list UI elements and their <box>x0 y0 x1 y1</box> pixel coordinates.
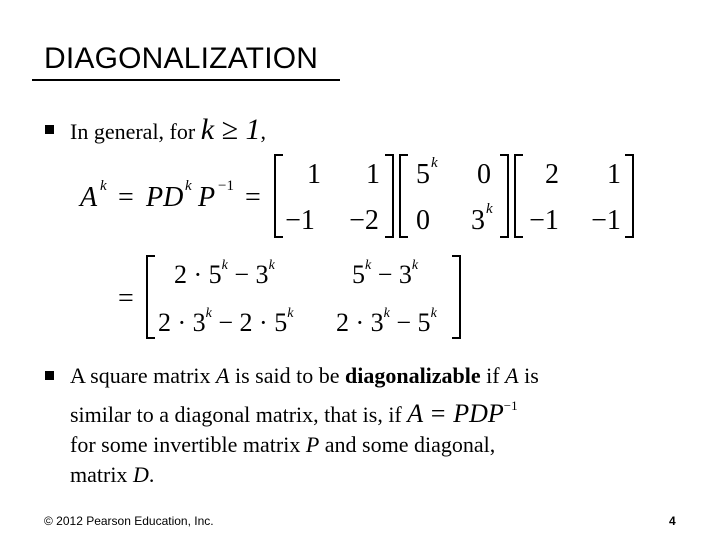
eq1-eq2: = <box>245 182 261 213</box>
matrix-p-r2c1: −1 <box>285 205 315 236</box>
variable-p: P <box>305 432 320 457</box>
eq1-lhs-exp: k <box>100 178 107 194</box>
result-r2c2: $2 \cdot 3^k - 5^k$ <box>336 306 437 337</box>
bullet2-line1 <box>70 361 690 391</box>
matrix-p-right-bracket <box>385 155 393 237</box>
copyright-footer: © 2012 Pearson Education, Inc. <box>44 514 214 528</box>
inline-equation: A = PDP <box>407 399 504 428</box>
page-number: 4 <box>669 514 676 528</box>
eq1-lhs: A <box>80 182 98 213</box>
bullet2-line3 <box>70 430 690 460</box>
matrix-d-r2c2-exp: k <box>486 201 493 217</box>
matrix-pinv-left-bracket <box>515 155 523 237</box>
inline-equation-exp: −1 <box>503 398 518 413</box>
matrix-pinv-r1c2: 1 <box>607 159 621 190</box>
eq1-eq: = <box>118 182 134 213</box>
matrix-d-r2c1: 0 <box>416 205 430 236</box>
matrix-d-left-bracket <box>400 155 408 237</box>
variable-d: D <box>132 462 149 487</box>
matrix-p-r2c2: −2 <box>349 205 379 236</box>
bullet2-paragraph <box>70 361 690 490</box>
text-run: A square matrix <box>70 363 217 388</box>
result-r1c2: $5^k - 3^k$ <box>352 258 419 289</box>
bullet1-prefix: In general, for <box>70 119 201 144</box>
bullet2-line2 <box>70 391 690 430</box>
matrix-d-r1c1-exp: k <box>431 155 438 171</box>
term-diagonalizable: diagonalizable <box>344 363 481 388</box>
matrix-p-left-bracket <box>275 155 283 237</box>
variable-a: A <box>505 363 519 388</box>
result-r1c1-a: $2 \cdot 5^k - 3^k$ <box>174 258 275 289</box>
eq1-pd-exp: k <box>185 178 192 194</box>
matrix-d-r1c1: 5 <box>416 159 430 190</box>
matrix-pinv-r2c1: −1 <box>529 205 559 236</box>
bullet1-condition: k ≥ 1 <box>200 113 261 146</box>
matrix-p-r1c2: 1 <box>366 159 380 190</box>
eq1-p-exp: −1 <box>218 178 234 194</box>
matrix-d-right-bracket <box>500 155 508 237</box>
text-run: matrix <box>70 462 133 487</box>
eq1-pd: PD <box>146 182 184 213</box>
matrix-pinv-r1c1: 2 <box>545 159 559 190</box>
eq1-p: P <box>198 182 216 213</box>
text-run: similar to a diagonal matrix, that is, if <box>70 402 408 427</box>
text-run: is <box>518 363 539 388</box>
text-run: . <box>148 462 155 487</box>
result-r2c1: $2 \cdot 3^k - 2 \cdot 5^k$ <box>158 306 294 337</box>
matrix-p-r1c1: 1 <box>307 159 321 190</box>
matrix-result-left-bracket <box>147 256 155 338</box>
bullet1-comma: , <box>260 119 266 144</box>
matrix-d-r2c2: 3 <box>471 205 485 236</box>
eq2-eq: = <box>118 283 134 314</box>
matrix-pinv-r2c2: −1 <box>591 205 621 236</box>
slide-title: DIAGONALIZATION <box>44 42 319 75</box>
text-run: for some invertible matrix <box>70 432 306 457</box>
variable-a: A <box>216 363 230 388</box>
text-run: if <box>480 363 506 388</box>
text-run: and some diagonal, <box>319 432 496 457</box>
matrix-d-r1c2: 0 <box>477 159 491 190</box>
text-run: is said to be <box>229 363 345 388</box>
bullet-square <box>45 371 54 380</box>
matrix-result-right-bracket <box>452 256 460 338</box>
bullet2-line4 <box>70 460 690 490</box>
matrix-pinv-right-bracket <box>625 155 633 237</box>
